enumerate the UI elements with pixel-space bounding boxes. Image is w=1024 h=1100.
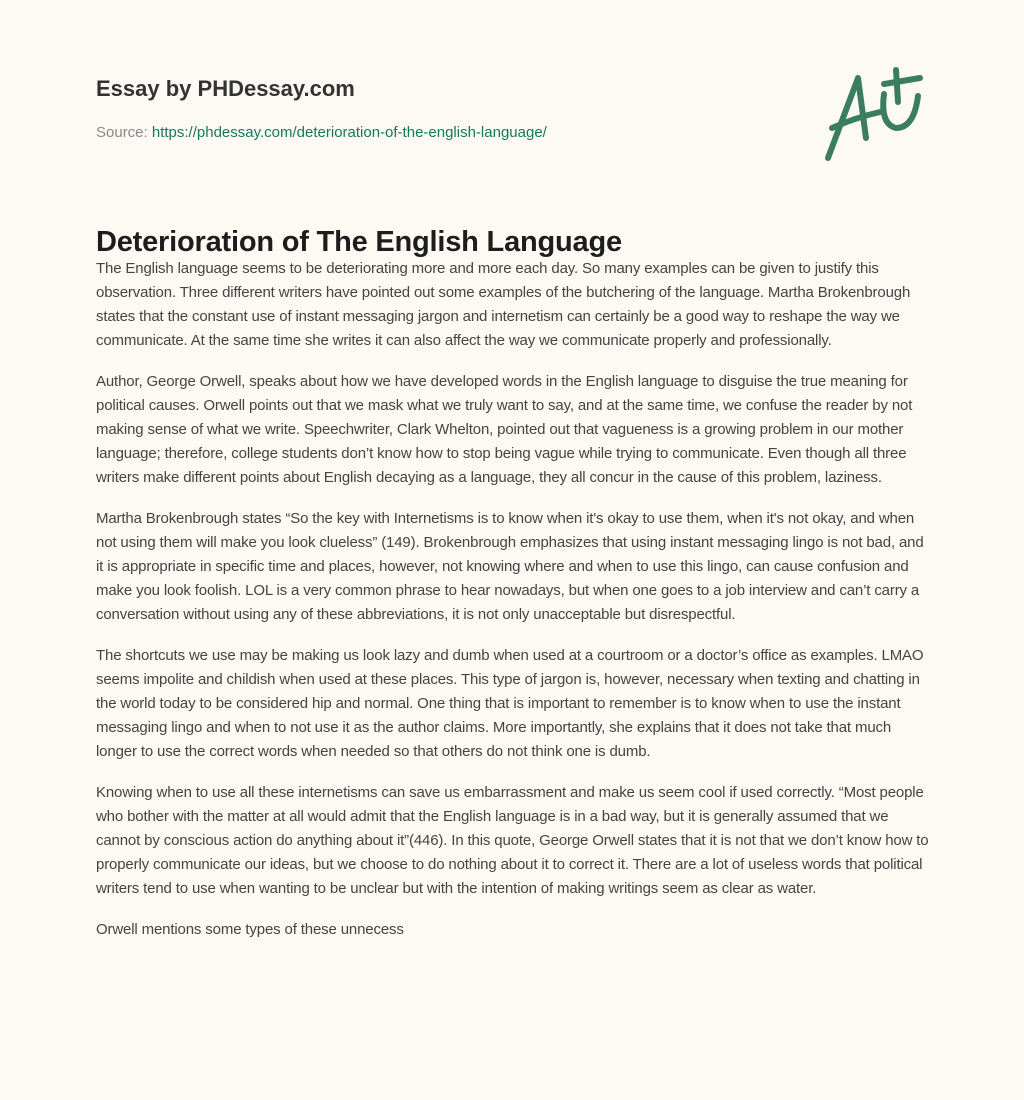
paragraph: The shortcuts we use may be making us look lazy and dumb when used at a courtroom or a doctor’s office as examples. LMAO seems impolite and childish when used at these places. This type of jargon is, however, necessary when texting and chatting in the world today to be considered hip and normal. One thing that is important to remember is to know when to use the instant messaging lingo and when to not use it as the author claims. More importantly, she explains that it does not take that much longer to use the correct words when needed so that others do not think one is dumb.: [96, 647, 924, 760]
paragraph: Author, George Orwell, speaks about how we have developed words in the English language to disguise the true meaning for political causes. Orwell points out that we mask what we truly want to say, and at the same time, we confuse the reader by not making sense of what we write. Speechwriter, Clark Whelton, pointed out that vagueness is a growing problem in our mother language; therefore, college students don’t know how to stop being vague while trying to communicate. Even though all three writers make different points about English decaying as a language, they all concur in the cause of this problem, laziness.: [96, 373, 913, 486]
source-line: [96, 124, 547, 141]
paragraph: Martha Brokenbrough states “So the key with Internetisms is to know when it's okay to use them, when it's not okay, and when not using them will make you look clueless” (149). Brokenbrough emphasizes that using instant messaging lingo is not bad, and it is appropriate in specific time and places, however, not knowing where and when to use this lingo, can cause confusion and make you look foolish. LOL is a very common phrase to hear nowadays, but when one goes to a job interview and can’t carry a conversation without using any of these abbreviations, it is not only unacceptable but disrespectful.: [96, 510, 924, 623]
paragraph: Knowing when to use all these internetisms can save us embarrassment and make us seem cool if used correctly. “Most people who bother with the matter at all would admit that the English language is in a bad way, but it is generally assumed that we cannot by conscious action do anything about it”(446). In this quote, George Orwell states that it is not that we don’t know how to properly communicate our ideas, but we choose to do nothing about it to correct it. There are a lot of useless words that political writers tend to use when wanting to be unclear but with the intention of making writings seem as clear as water.: [96, 784, 929, 897]
paragraph: The English language seems to be deteriorating more and more each day. So many examples can be given to justify this observation. Three different writers have pointed out some examples of the butchering of the language. Martha Brokenbrough states that the constant use of instant messaging jargon and internetism can certainly be a good way to reshape the way we communicate. At the same time she writes it can also affect the way we communicate properly and professionally.: [96, 260, 911, 349]
paragraph: Orwell mentions some types of these unnecess: [96, 921, 404, 938]
source-link[interactable]: https://phdessay.com/deterioration-of-the-english-language/: [151, 124, 547, 141]
article-title: Deterioration of The English Language: [96, 226, 622, 258]
a-plus-logo-icon: [818, 66, 930, 166]
site-brand: Essay by PHDessay.com: [96, 76, 355, 101]
source-label: Source:: [96, 124, 148, 141]
article-body: [96, 257, 932, 959]
